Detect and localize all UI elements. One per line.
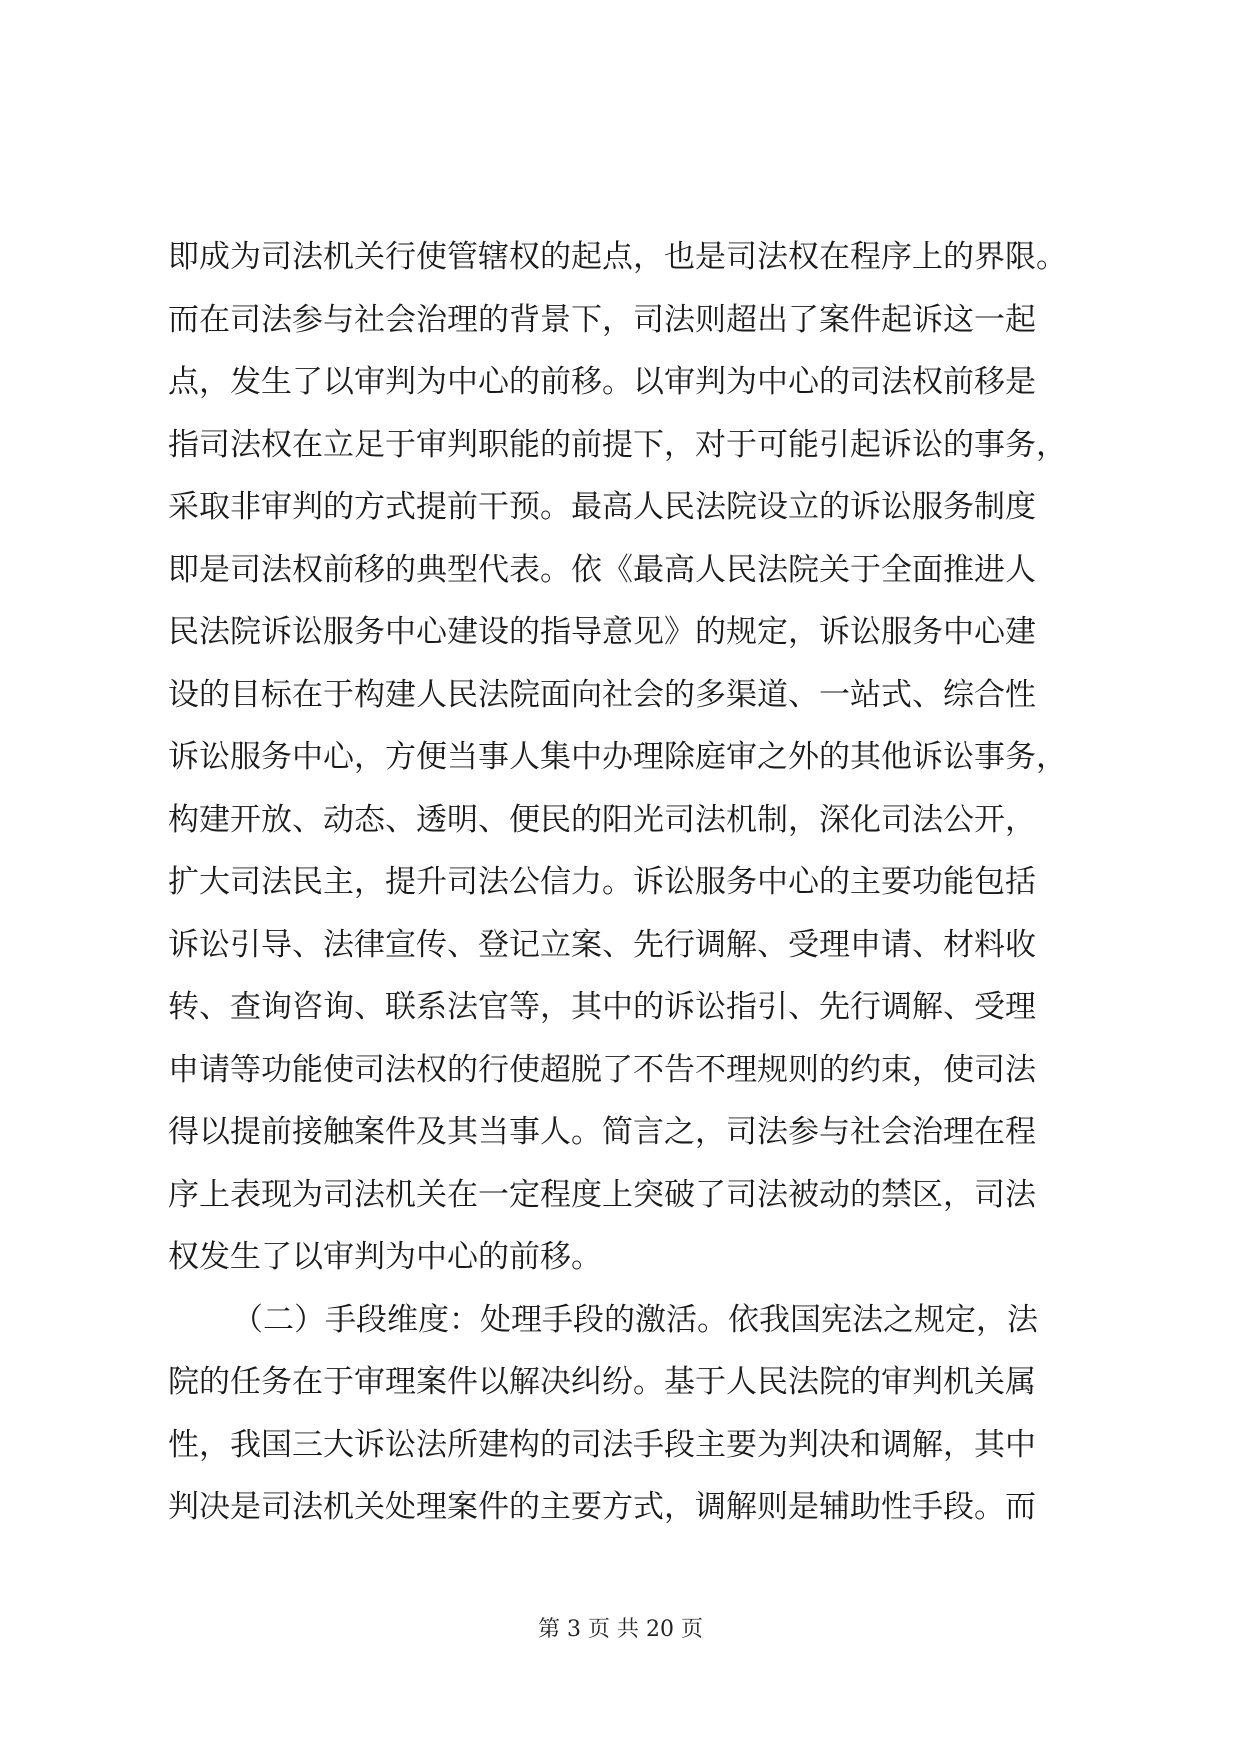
section-heading-line: （二）手段维度：处理手段的激活。依我国宪法之规定，法 bbox=[232, 1301, 1038, 1338]
text-line: 点，发生了以审判为中心的前移。以审判为中心的司法权前移是 bbox=[168, 364, 1036, 400]
text-line: 转、查询咨询、联系法官等，其中的诉讼指引、先行调解、受理 bbox=[168, 989, 1036, 1025]
text-line: 设的目标在于构建人民法院面向社会的多渠道、一站式、综合性 bbox=[168, 676, 1036, 713]
text-line: 权发生了以审判为中心的前移。 bbox=[168, 1239, 602, 1275]
text-line: 性，我国三大诉讼法所建构的司法手段主要为判决和调解，其中 bbox=[168, 1426, 1036, 1463]
text-line: 指司法权在立足于审判职能的前提下，对于可能引起诉讼的事务， bbox=[168, 426, 1067, 463]
text-line: 采取非审判的方式提前干预。最高人民法院设立的诉讼服务制度 bbox=[168, 489, 1036, 525]
text-line: 而在司法参与社会治理的背景下，司法则超出了案件起诉这一起 bbox=[168, 301, 1036, 338]
text-line: 诉讼引导、法律宣传、登记立案、先行调解、受理申请、材料收 bbox=[168, 926, 1036, 963]
text-line: 序上表现为司法机关在一定程度上突破了司法被动的禁区，司法 bbox=[168, 1176, 1036, 1213]
text-line: 诉讼服务中心，方便当事人集中办理除庭审之外的其他诉讼事务， bbox=[168, 739, 1067, 775]
text-line: 得以提前接触案件及其当事人。简言之，司法参与社会治理在程 bbox=[168, 1114, 1036, 1150]
text-line: 判决是司法机关处理案件的主要方式，调解则是辅助性手段。而 bbox=[168, 1489, 1036, 1525]
text-line: 院的任务在于审理案件以解决纠纷。基于人民法院的审判机关属 bbox=[168, 1364, 1036, 1400]
text-line: 构建开放、动态、透明、便民的阳光司法机制，深化司法公开， bbox=[168, 801, 1036, 838]
page-number-footer: 第 3 页 共 20 页 bbox=[538, 1617, 703, 1642]
text-line: 扩大司法民主，提升司法公信力。诉讼服务中心的主要功能包括 bbox=[168, 864, 1036, 900]
body-text bbox=[168, 226, 1088, 1539]
text-line: 申请等功能使司法权的行使超脱了不告不理规则的约束，使司法 bbox=[168, 1051, 1036, 1088]
text-line: 民法院诉讼服务中心建设的指导意见》的规定，诉讼服务中心建 bbox=[168, 614, 1036, 650]
text-line: 即是司法权前移的典型代表。依《最高人民法院关于全面推进人 bbox=[168, 551, 1036, 588]
text-line: 即成为司法机关行使管辖权的起点，也是司法权在程序上的界限。 bbox=[168, 239, 1067, 275]
